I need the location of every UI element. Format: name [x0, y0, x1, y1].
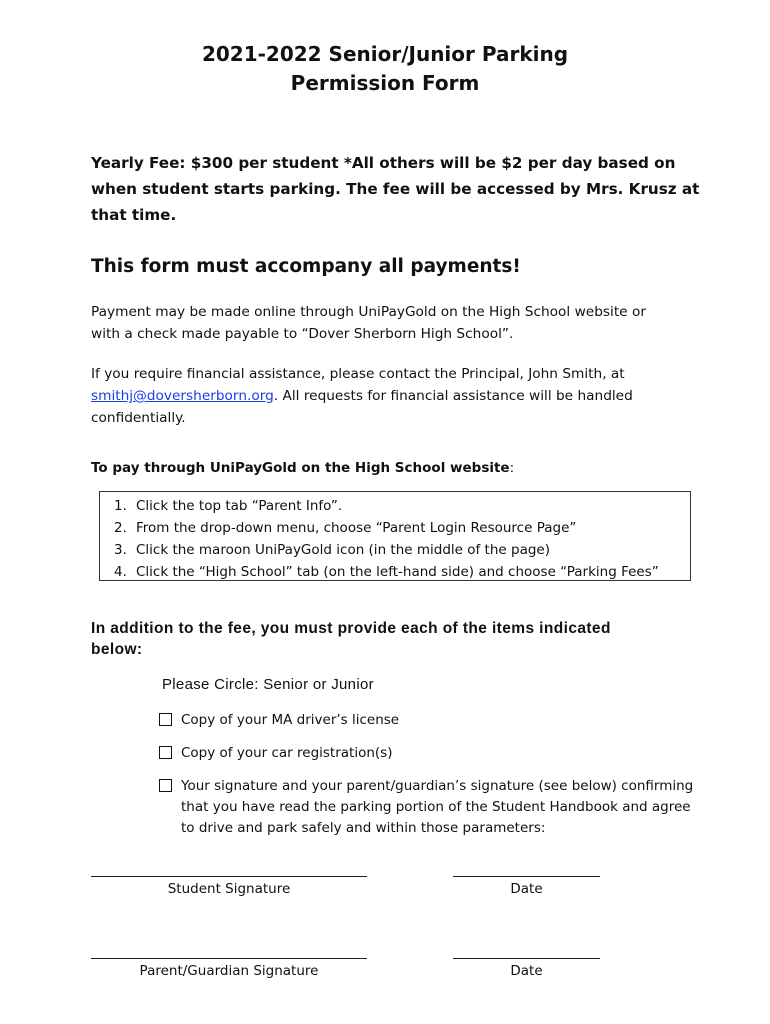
- checklist-text-line-1: Your signature and your parent/guardian’s signature (see below) confirming: [181, 778, 694, 794]
- unipay-heading-text: To pay through UniPayGold on the High School website: [91, 460, 510, 476]
- step-text: Click the “High School” tab (on the left-hand side) and choose “Parking Fees”: [136, 564, 659, 580]
- unipay-heading-colon: :: [509, 460, 515, 476]
- checkbox-license[interactable]: [159, 713, 172, 726]
- step-number: 4.: [114, 564, 127, 580]
- checklist-text-line-3: to drive and park safely and within those parameters:: [181, 820, 546, 836]
- assistance-line-1: If you require financial assistance, please contact the Principal, John Smith, at: [91, 366, 625, 382]
- checklist-text: [181, 776, 701, 839]
- step-text: From the drop-down menu, choose “Parent Login Resource Page”: [136, 520, 577, 536]
- assistance-line-2: [91, 385, 711, 407]
- parent-signature-label: Parent/Guardian Signature: [139, 963, 319, 979]
- required-items-heading: [91, 618, 691, 660]
- step-item: [114, 495, 690, 517]
- student-date-label: Date: [510, 881, 543, 897]
- yearly-fee-line-3: that time.: [91, 206, 177, 224]
- parent-signature-line[interactable]: [91, 958, 367, 959]
- step-text: Click the maroon UniPayGold icon (in the middle of the page): [136, 542, 550, 558]
- assistance-line-3: confidentially.: [91, 410, 186, 426]
- step-item: [114, 517, 690, 539]
- required-items-heading-line-1: In addition to the fee, you must provide each of the items indicated: [91, 620, 611, 637]
- yearly-fee-text: [91, 150, 711, 228]
- student-signature-label: Student Signature: [167, 881, 291, 897]
- principal-email-link[interactable]: smithj@doversherborn.org: [91, 388, 274, 404]
- form-title-line-1: 2021-2022 Senior/Junior Parking: [201, 42, 569, 66]
- yearly-fee-line-1: Yearly Fee: $300 per student *All others will be $2 per day based on: [91, 154, 676, 172]
- assistance-line-2-rest: . All requests for financial assistance will be handled: [273, 388, 633, 404]
- accompany-payments-heading: This form must accompany all payments!: [91, 256, 521, 277]
- checklist-text-line-2: that you have read the parking portion of the Student Handbook and agree: [181, 799, 691, 815]
- required-items-heading-line-2: below:: [91, 641, 143, 658]
- step-number: 2.: [114, 520, 127, 536]
- checkbox-signature[interactable]: [159, 779, 172, 792]
- payment-line-2: with a check made payable to “Dover Sherborn High School”.: [91, 326, 514, 342]
- financial-assistance-paragraph: [91, 363, 711, 429]
- payment-line-1: Payment may be made online through UniPayGold on the High School website or: [91, 304, 646, 320]
- parent-date-line[interactable]: [453, 958, 600, 959]
- unipay-steps-box: [99, 491, 691, 581]
- payment-paragraph: [91, 301, 711, 345]
- student-signature-line[interactable]: [91, 876, 367, 877]
- unipay-instructions-heading: [91, 458, 514, 478]
- student-date-line[interactable]: [453, 876, 600, 877]
- step-text: Click the top tab “Parent Info”.: [136, 498, 343, 514]
- checklist-text: Copy of your MA driver’s license: [181, 712, 400, 728]
- step-item: [114, 539, 690, 561]
- checklist-text: Copy of your car registration(s): [181, 745, 393, 761]
- senior-junior-circle-prompt: Please Circle: Senior or Junior: [162, 676, 374, 693]
- step-number: 1.: [114, 498, 127, 514]
- yearly-fee-line-2: when student starts parking. The fee will be accessed by Mrs. Krusz at: [91, 180, 700, 198]
- checkbox-registration[interactable]: [159, 746, 172, 759]
- parent-date-label: Date: [510, 963, 543, 979]
- step-number: 3.: [114, 542, 127, 558]
- form-title-line-2: Permission Form: [290, 71, 480, 95]
- step-item: [114, 561, 690, 583]
